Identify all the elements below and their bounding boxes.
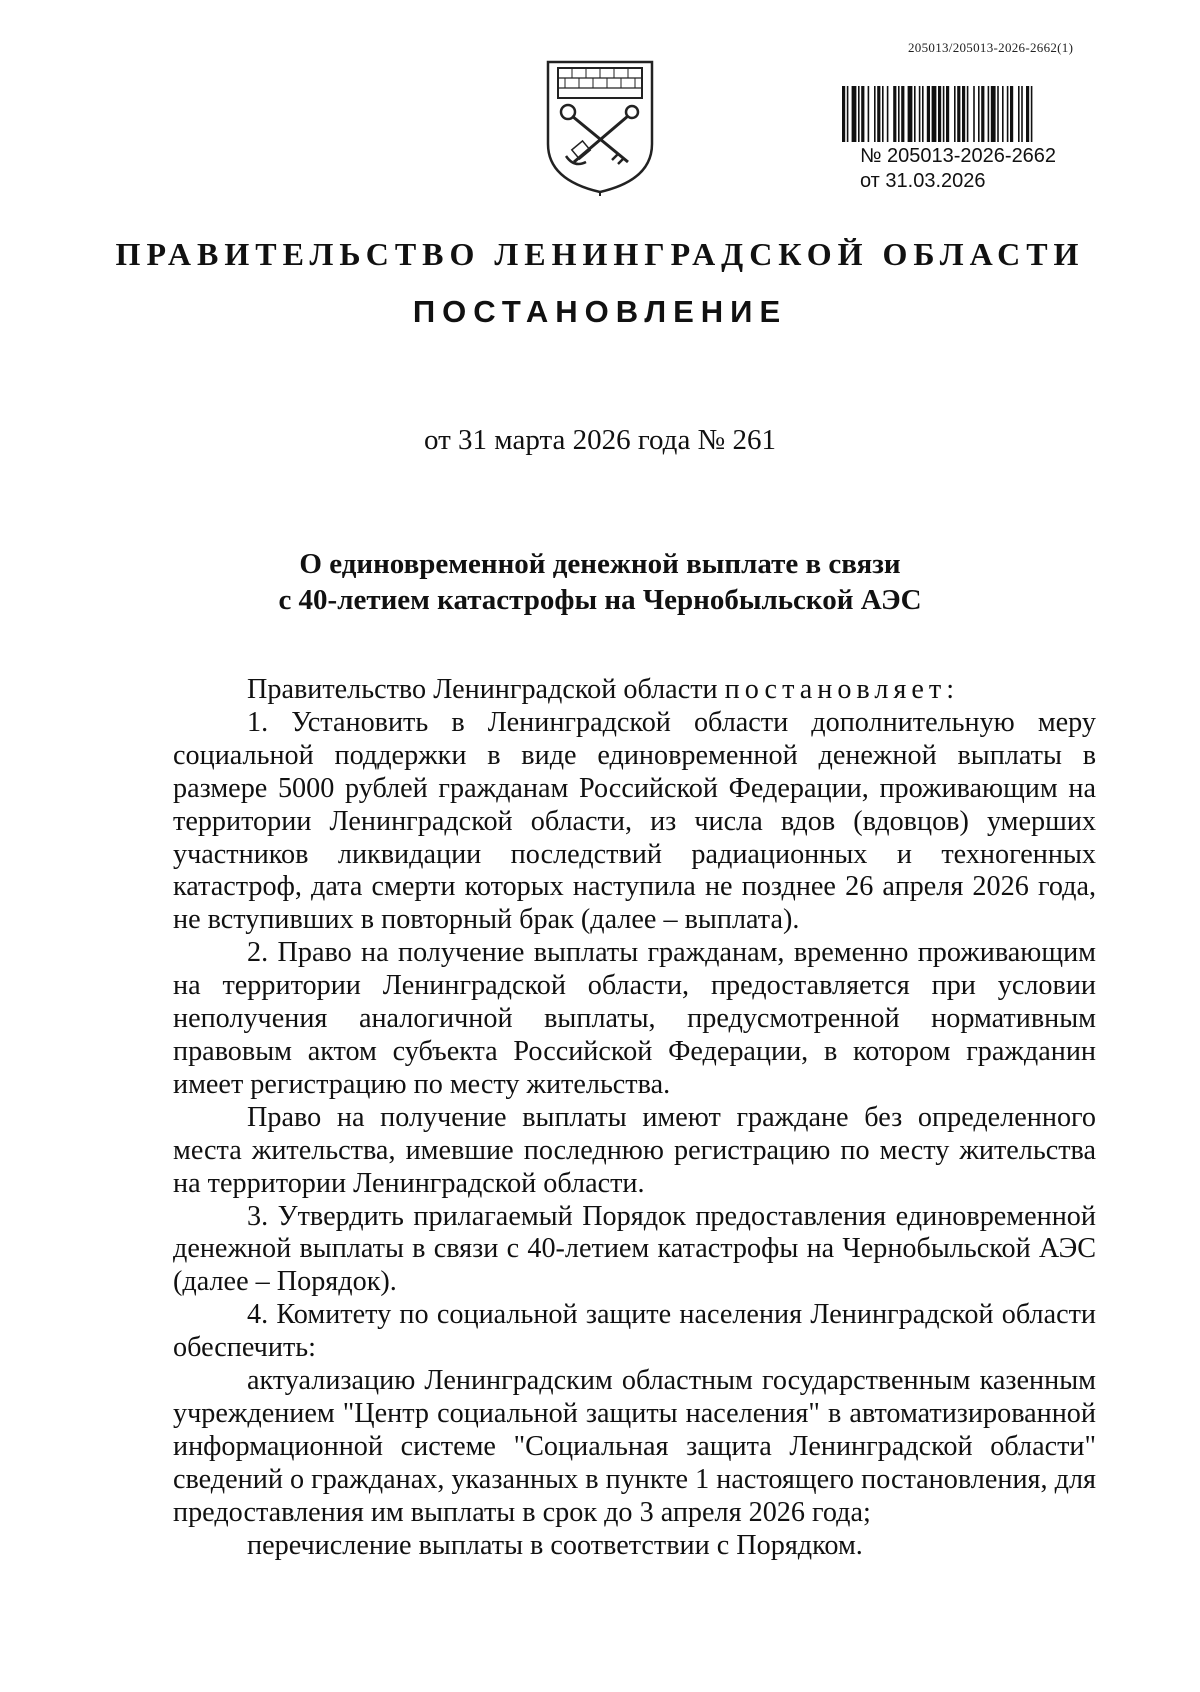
barcode-bar [887, 86, 889, 142]
barcode-bar [858, 86, 860, 142]
barcode-bar [874, 86, 876, 142]
barcode-bar [898, 86, 900, 142]
barcode-bar [882, 86, 884, 142]
paragraph-4a: актуализацию Ленинградским областным государственным казенным учреждением "Центр социальной защиты населения" в автоматизированной информационной системе "Социальная защита Ленинградской области" сведений о гражданах, указанных в пункте 1 настоящего постановления, для предоставления им выплаты в срок до 3 апреля 2026 года; [173, 1365, 1096, 1528]
barcode-bar [1007, 86, 1009, 142]
barcode-bar [997, 86, 999, 142]
barcode-bar [962, 86, 965, 142]
subject-line-2: с 40-летием катастрофы на Чернобыльской АЭС [278, 584, 922, 616]
barcode-bar [978, 86, 980, 142]
barcode-bar [1002, 86, 1004, 142]
barcode-bar [922, 86, 924, 142]
paragraph-2: 2. Право на получение выплаты гражданам, временно проживающим на территории Ленинградской области, предоставляется при условии неполучения аналогичной выплаты, предусмотренной нормативным правовым актом субъекта Российской Федерации, в котором гражданин имеет регистрацию по месту жительства. [173, 937, 1096, 1100]
preamble-verb: постановляет: [724, 674, 960, 705]
paragraph-4: 4. Комитету по социальной защите населения Ленинградской области обеспечить: [173, 1299, 1096, 1364]
barcode-bar [1026, 86, 1029, 142]
barcode-bar [914, 86, 916, 142]
barcode-bar [943, 86, 945, 142]
barcode [842, 86, 1106, 142]
barcode-bar [852, 86, 857, 142]
document-body [173, 674, 1096, 1562]
document-type: ПОСТАНОВЛЕНИЕ [412, 294, 788, 329]
registration-date: от 31.03.2026 [860, 170, 986, 192]
barcode-bar [1018, 86, 1020, 142]
barcode-bar [1021, 86, 1023, 142]
barcode-bar [946, 86, 949, 142]
barcode-bar [988, 86, 990, 142]
barcode-bar [901, 86, 904, 142]
barcode-bar [981, 86, 984, 142]
paragraph-4b: перечисление выплаты в соответствии с Порядком. [247, 1529, 863, 1561]
barcode-bar [877, 86, 880, 142]
preamble-text: Правительство Ленинградской области [247, 674, 725, 705]
subject-line-1: О единовременной денежной выплате в связи [299, 548, 901, 580]
barcode-bar [842, 86, 845, 142]
barcode-bar [1010, 86, 1013, 142]
barcode-bar [893, 86, 896, 142]
barcode-bar [957, 86, 960, 142]
barcode-bar [967, 86, 969, 142]
barcode-bar [927, 86, 930, 142]
barcode-bar [954, 86, 956, 142]
preamble [173, 674, 1096, 707]
paragraph-1: 1. Установить в Ленинградской области дополнительную меру социальной поддержки в виде единовременной денежной выплаты в размере 5000 рублей гражданам Российской Федерации, проживающим на территории Ленинградской области, из числа вдов (вдовцов) умерших участников ликвидации последствий радиационных и техногенных катастроф, дата смерти которых наступила не позднее 26 апреля 2026 года, не вступивших в повторный брак (далее – выплата). [173, 706, 1096, 936]
paragraph-3: 3. Утвердить прилагаемый Порядок предоставления единовременной денежной выплаты в связи с 40-летием катастрофы на Чернобыльской АЭС (далее – Порядок). [173, 1200, 1096, 1298]
government-title: ПРАВИТЕЛЬСТВО ЛЕНИНГРАДСКОЙ ОБЛАСТИ [115, 236, 1085, 272]
barcode-bar [919, 86, 921, 142]
document-subject [0, 546, 1200, 618]
barcode-bar [938, 86, 941, 142]
barcode-bar [861, 86, 864, 142]
barcode-bar [847, 86, 849, 142]
barcode-bar [908, 86, 913, 142]
registration-block [860, 144, 1120, 194]
barcode-bar [991, 86, 996, 142]
paragraph-2b: Право на получение выплаты имеют граждане без определенного места жительства, имевшие последнюю регистрацию по месту жительства на территории Ленинградской области. [173, 1101, 1096, 1199]
barcode-bar [1031, 86, 1033, 142]
barcode-bar [932, 86, 937, 142]
barcode-bar [973, 86, 975, 142]
coat-of-arms-icon [544, 58, 656, 196]
document-date-number: от 31 марта 2026 года № 261 [424, 424, 776, 456]
registration-number: № 205013-2026-2662 [860, 145, 1057, 167]
top-registration-stamp: 205013/205013-2026-2662(1) [908, 40, 1074, 55]
barcode-bar [868, 86, 870, 142]
